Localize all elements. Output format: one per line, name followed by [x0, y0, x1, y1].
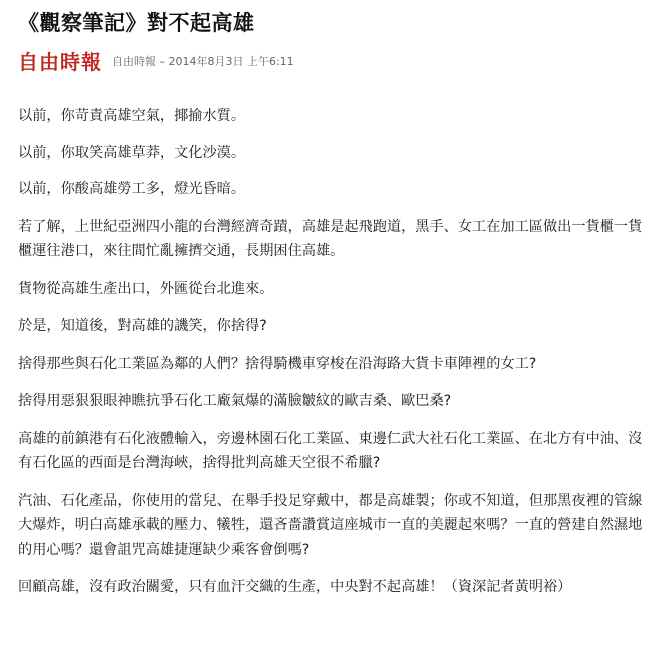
- paragraph: 高雄的前鎮港有石化液體輸入，旁邊林園石化工業區、東邊仁武大社石化工業區、在北方有中油、沒有石化區的西面是台灣海峽，捨得批判高雄天空很不希臘?: [18, 430, 643, 471]
- article: [18, 8, 643, 613]
- paragraph: 若了解，上世紀亞洲四小龍的台灣經濟奇蹟，高雄是起飛跑道，黑手、女工在加工區做出一貨櫃一貨櫃運往港口，來往間忙亂擁擠交通，長期困住高雄。: [18, 218, 643, 259]
- byline-source-date: 自由時報 – 2014年8月3日 上午6:11: [112, 55, 294, 68]
- paragraph: 捨得用惡狠狠眼神瞧抗爭石化工廠氣爆的滿臉皺紋的歐吉桑、歐巴桑?: [18, 393, 452, 409]
- article-body: [18, 104, 643, 600]
- paragraph: 貨物從高雄生產出口，外匯從台北進來。: [18, 280, 274, 297]
- paragraph: 以前，你苛責高雄空氣，揶揄水質。: [18, 108, 246, 124]
- paragraph: 汽油、石化產品，你使用的當兒、在舉手投足穿戴中，都是高雄製；你或不知道，但那黑夜裡的管線大爆炸，明白高雄承載的壓力、犧牲，還吝嗇讚賞這座城市一直的美麗起來嗎？一直的營建自然濕地的用心嗎？還會詛咒高雄捷運缺少乘客會倒嗎?: [18, 492, 643, 558]
- paragraph: 於是，知道後，對高雄的譏笑，你捨得?: [18, 318, 267, 334]
- publisher-logo[interactable]: 自由時報: [18, 50, 102, 74]
- paragraph: 以前，你取笑高雄草莽，文化沙漠。: [18, 144, 246, 161]
- paragraph: 回顧高雄，沒有政治關愛，只有血汗交織的生產，中央對不起高雄！（資深記者黃明裕）: [18, 579, 572, 595]
- paragraph: 捨得那些與石化工業區為鄰的人們？捨得騎機車穿梭在沿海路大貨卡車陣裡的女工?: [18, 355, 537, 372]
- article-title: 《觀察筆記》對不起高雄: [18, 11, 255, 35]
- byline: [18, 48, 643, 76]
- paragraph: 以前，你酸高雄勞工多，燈光昏暗。: [18, 181, 246, 197]
